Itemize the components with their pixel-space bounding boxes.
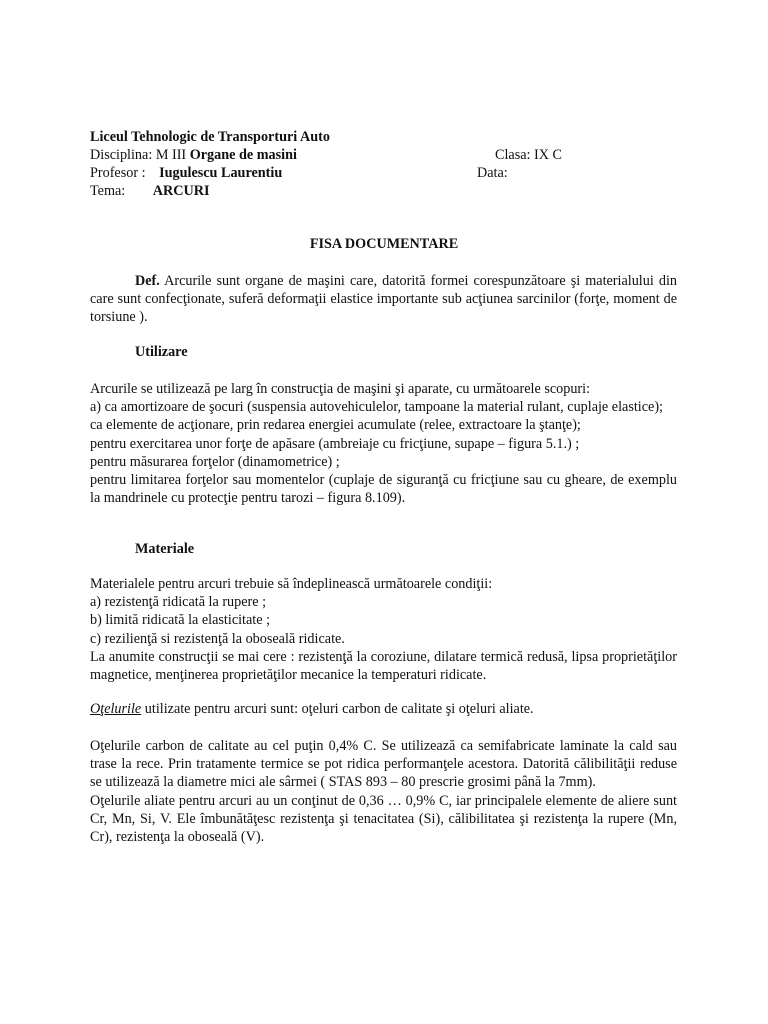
otelurile-term: Oţelurile: [90, 701, 142, 717]
list-item: ca elemente de acţionare, prin redarea energiei acumulate (relee, extractoare la ştanţe);: [90, 417, 581, 434]
teacher-line: [90, 164, 282, 182]
topic-value: ARCURI: [152, 183, 210, 199]
class-label: Clasa:: [495, 147, 531, 163]
discipline-line: [90, 146, 690, 164]
list-item: Materialele pentru arcuri trebuie să îndeplinească următoarele condiţii:: [90, 576, 493, 592]
list-item: c) rezilienţă si rezistenţă la oboseală ridicate.: [90, 630, 345, 647]
list-item: b) limită ridicată la elasticitate ;: [90, 612, 271, 629]
list-item: pentru exercitarea unor forţe de apăsare (ambreiaje cu fricţiune, supape – figura 5.1.) ;: [90, 435, 580, 452]
teacher-label: Profesor :: [90, 165, 146, 181]
list-item: La anumite construcţii se mai cere : rezistenţă la coroziune, dilatare termică redusă, lipsa proprietăţilor magnetice, menţinerea proprietăţilor mecanice la temperaturi ridicate.: [90, 648, 677, 684]
list-item: a) rezistenţă ridicată la rupere ;: [90, 594, 267, 611]
otelurile-paragraph: [90, 700, 677, 718]
school-name: Liceul Tehnologic de Transporturi Auto: [90, 129, 330, 145]
document-title: FISA DOCUMENTARE: [309, 236, 459, 252]
alloy-steel-paragraph: Oţelurile aliate pentru arcuri au un conţinut de 0,36 … 0,9% C, iar principalele elemente de aliere sunt Cr, Mn, Si, V. Ele îmbunătăţesc rezistenţa şi tenacitatea (Si), călibilitatea şi rezistenţa la rupere (Mn, Cr), rezistenţa la oboseală (V).: [90, 792, 677, 846]
carbon-steel-paragraph: Oţelurile carbon de calitate au cel puţin 0,4% C. Se utilizează ca semifabricate laminate la cald sau trase la rece. Prin tratamente termice se pot ridica performanţele acestora. Datorită călibilităţii reduse se utilizează la diametre mici ale sârmei ( STAS 893 – 80 prescrie grosimi până la 7mm).: [90, 738, 677, 791]
materiale-list: [90, 575, 677, 684]
definition-paragraph: [90, 272, 677, 327]
class-field: [495, 146, 562, 164]
list-item: a) ca amortizoare de şocuri (suspensia autovehiculelor, tampoane la material rulant, cuplaje elastice);: [90, 399, 663, 416]
otelurile-text: utilizate pentru arcuri sunt: oţeluri carbon de calitate şi oţeluri aliate.: [141, 701, 534, 717]
teacher-name: Iugulescu Laurentiu: [159, 165, 283, 181]
definition-text: Arcurile sunt organe de maşini care, datorită formei corespunzătoare şi materialului din care sunt confecţionate, suferă deformaţii elastice importante sub acţiunea sarcinilor (forţe, moment de torsiune ).: [90, 273, 677, 326]
heading-materiale: Materiale: [135, 541, 195, 557]
list-item: Arcurile se utilizează pe larg în construcţia de maşini şi aparate, cu următoarele scopuri:: [90, 381, 591, 397]
list-item: pentru măsurarea forţelor (dinamometrice) ;: [90, 453, 340, 470]
class-value: IX C: [534, 147, 562, 163]
discipline-label: Disciplina:: [90, 147, 153, 163]
date-label: Data:: [477, 165, 508, 181]
list-item: pentru limitarea forţelor sau momentelor (cuplaje de siguranţă cu fricţiune sau cu gheare, de exemplu la mandrinele cu protecţie pentru tarozi – figura 8.109).: [90, 472, 677, 507]
heading-utilizare: Utilizare: [135, 344, 188, 360]
discipline-code: M III: [155, 147, 187, 163]
discipline-name: Organe de masini: [189, 147, 297, 163]
date-field: [477, 164, 508, 182]
topic-line: [90, 182, 210, 200]
topic-label: Tema:: [90, 183, 126, 199]
definition-label: Def.: [135, 273, 160, 289]
utilizare-list: [90, 380, 677, 507]
steels-section: [90, 737, 677, 846]
